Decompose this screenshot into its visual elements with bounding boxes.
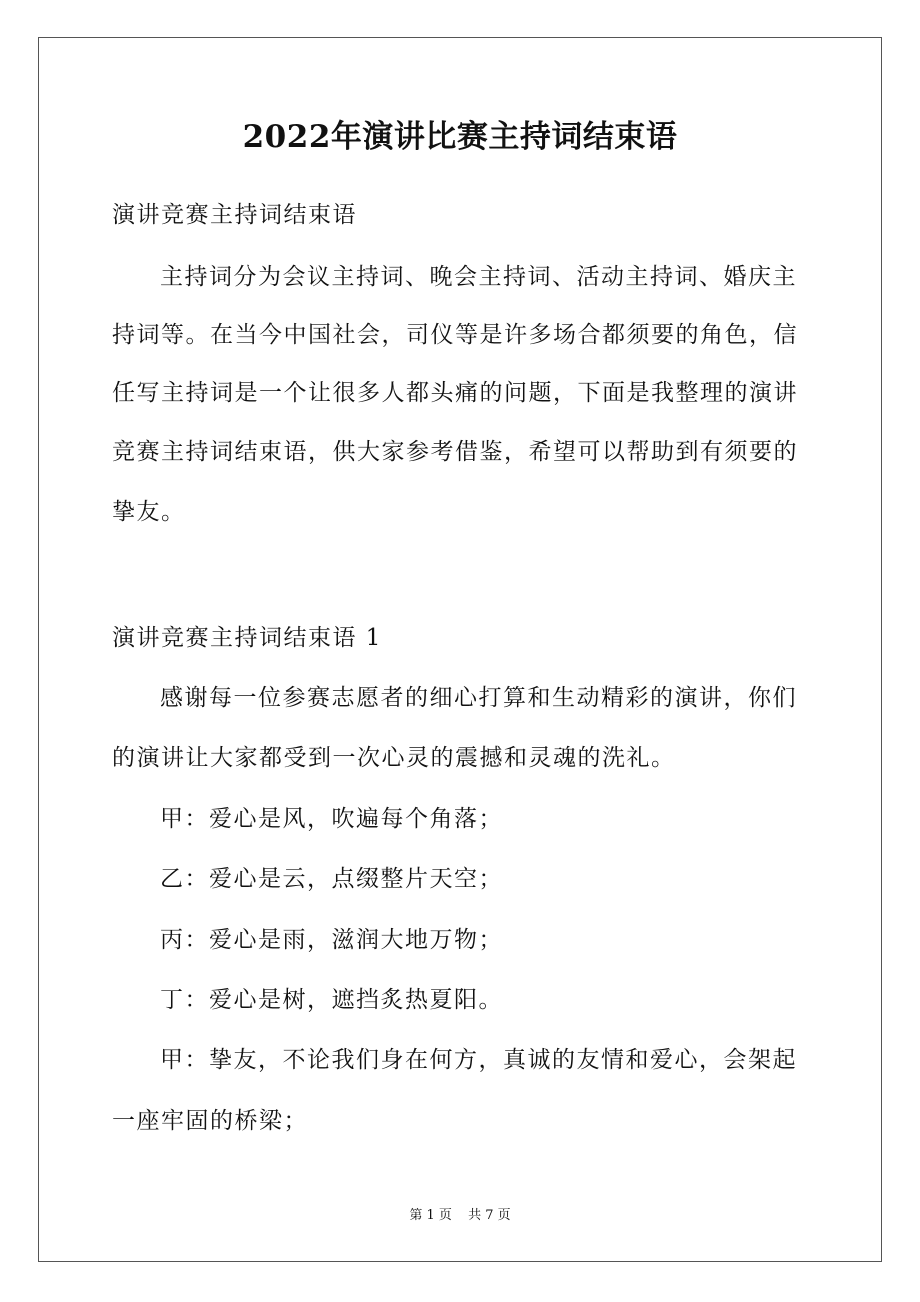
intro-line: 主持词分为会议主持词、晚会主持词、活动主持词、婚庆主: [160, 264, 797, 290]
section-line: 甲：挚友，不论我们身在何方，真诚的友情和爱心，会架起: [160, 1047, 797, 1073]
intro-line: 竞赛主持词结束语，供大家参考借鉴，希望可以帮助到有须要的: [112, 439, 798, 465]
section-line: 丁：爱心是树，遮挡炙热夏阳。: [160, 987, 503, 1013]
intro-line: 挚友。: [112, 499, 186, 525]
section-line: 感谢每一位参赛志愿者的细心打算和生动精彩的演讲，你们: [160, 685, 797, 711]
page-total: 共 7 页: [468, 1208, 511, 1223]
section-line: 的演讲让大家都受到一次心灵的震撼和灵魂的洗礼。: [112, 745, 676, 771]
section-line: 乙：爱心是云，点缀整片天空；: [160, 866, 503, 892]
document-title: 2022年演讲比赛主持词结束语: [242, 119, 678, 155]
page-number: 第 1 页: [409, 1208, 452, 1223]
section-line: 一座牢固的桥梁；: [112, 1108, 308, 1134]
section-heading: 演讲竞赛主持词结束语 1: [112, 625, 382, 651]
page-footer: [0, 1207, 920, 1225]
section-line: 丙：爱心是雨，滋润大地万物；: [160, 927, 503, 953]
intro-line: 任写主持词是一个让很多人都头痛的问题，下面是我整理的演讲: [112, 380, 798, 406]
intro-line: 持词等。在当今中国社会，司仪等是许多场合都须要的角色，信: [112, 322, 798, 348]
section-line: 甲：爱心是风，吹遍每个角落；: [160, 806, 503, 832]
subtitle: 演讲竞赛主持词结束语: [112, 202, 357, 228]
